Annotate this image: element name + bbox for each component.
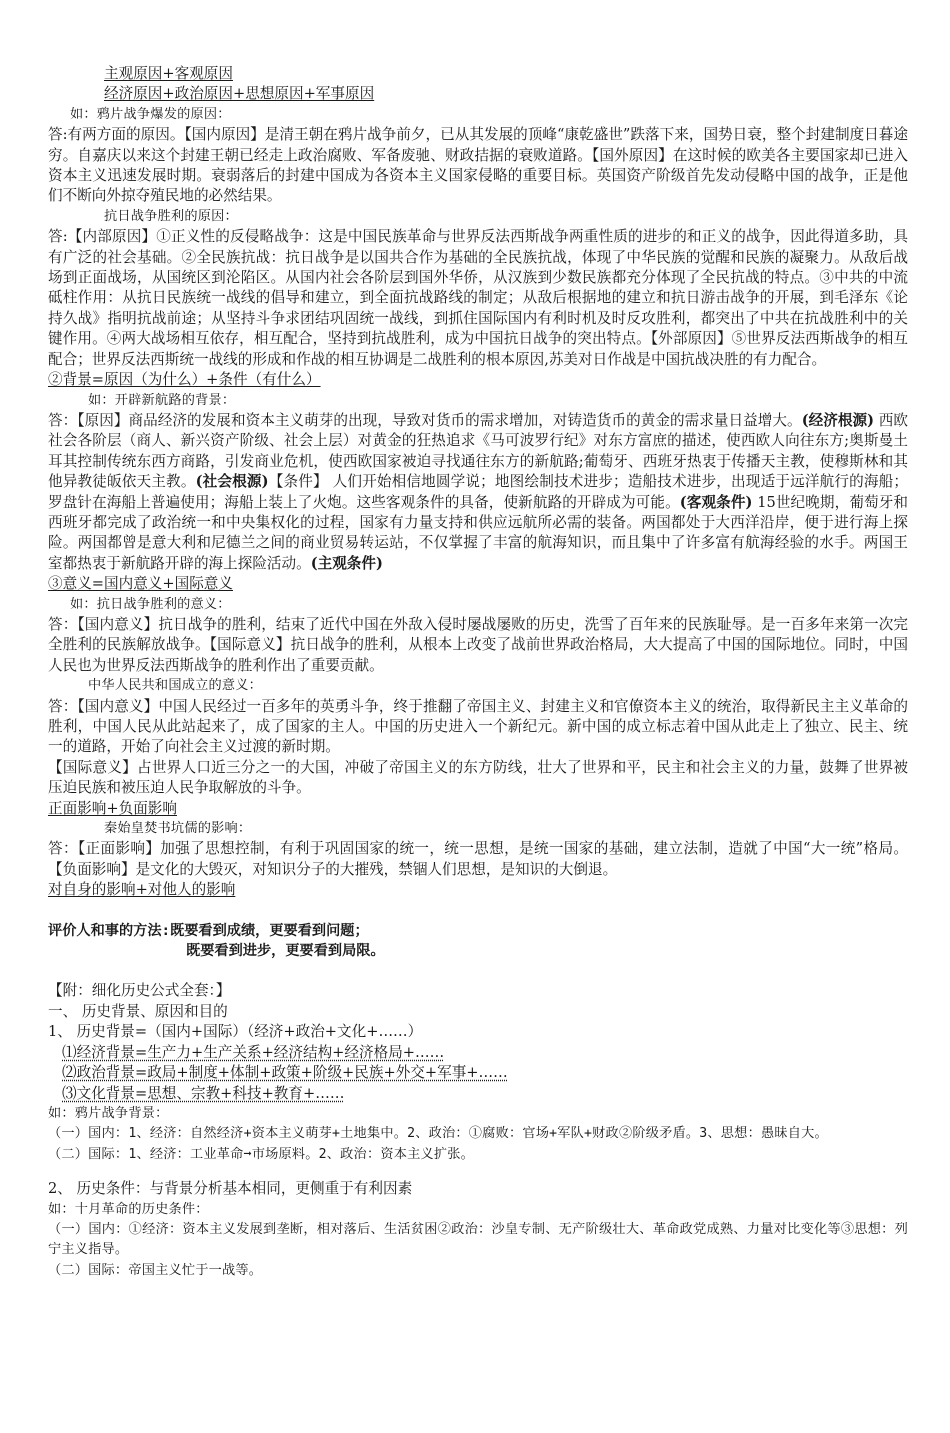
answer-war-victory: 答:【内部原因】①正义性的反侵略战争：这是中国民族革命与世界反法西斯战争两重性质的进步的和正义的战争，因此得道多助，具有广泛的社会基础。②全民族抗战：抗日战争是以国共合作为基础的全民族抗战，体现了中华民族的觉醒和民族的凝聚力。从敌后战场到正面战场，从国统区到沦陷区。从国内社会各阶层到国外华侨，从汉族到少数民族都充分体现了全民抗战的特点。③中共的中流砥柱作用：从抗日民族统一战线的倡导和建立，到全面抗战路线的制定；从敌后根据地的建立和抗日游击战争的开展，到毛泽东《论持久战》指明抗战前途；从坚持斗争求团结巩固统一战线，到抓住国际国内有利时机及时反攻胜利，都突出了中共在抗战胜利中的关键作用。④两大战场相互依存，相互配合，坚持到抗战胜利，成为中国抗日战争的突出特点。【外部原因】⑤世界反法西斯战争的相互配合；世界反法西斯统一战线的形成和作战的相互协调是二战胜利的根本原因,苏美对日作战是中国抗战决胜的有力配合。 (48, 228, 908, 368)
formula-background (48, 370, 908, 390)
appendix-sub-economic (48, 1043, 908, 1063)
appendix-title: 【附：细化历史公式全套：】 (48, 982, 231, 1000)
tag-social-root: (社会根源) (195, 473, 269, 491)
appendix-item-1: 1、 历史背景=（国内+国际）（经济+政治+文化+……） (48, 1023, 423, 1041)
formula-self-other (48, 880, 908, 900)
appendix-example-heading-october: 如：十月革命的历史条件： (48, 1201, 209, 1217)
document-page (48, 64, 908, 1281)
example-heading-qin: 秦始皇焚书坑儒的影响： (104, 821, 252, 837)
appendix-item-2: 2、 历史条件：与背景分析基本相同，更侧重于有利因素 (48, 1180, 413, 1198)
answer-new-route-part4: 15世纪晚期，葡萄牙和西班牙都完成了政治统一和中央集权化的过程，国家有力量支持和供应远航所必需的装备。两国都处于大西洋沿岸，便于进行海上探险。两国都曾是意大利和尼德兰之间的商业贸易转运站，不仅掌握了丰富的航海知识，而且集中了许多富有航海经验的水手。两国王室都热衷于新航路开辟的海上探险活动。 (48, 493, 908, 572)
appendix-section-1: 一、 历史背景、原因和目的 (48, 1002, 228, 1020)
appendix-sub-cultural (48, 1084, 908, 1104)
answer-qin: 答：【正面影响】加强了思想控制，有利于巩固国家的统一，统一思想，是统一国家的基础，建立法制，造就了中国“大一统”格局。【负面影响】是文化的大毁灭，对知识分子的大摧残，禁锢人们思想，是知识的大倒退。 (48, 840, 908, 878)
formula-self-other-text: 对自身的影响+对他人的影响 (48, 881, 236, 899)
answer-war-significance: 答：【国内意义】抗日战争的胜利，结束了近代中国在外敌入侵时屡战屡败的历史，洗雪了百年来的民族耻辱。是一百多年来第一次完全胜利的民族解放战争。【国际意义】抗日战争的胜利，从根本上改变了战前世界政治格局，大大提高了中国的国际地位。同时，中国人民也为世界反法西斯战争的胜利作出了重要贡献。 (48, 615, 908, 674)
appendix-sub-political-text: ⑵政治背景=政局+制度+体制+政策+阶级+民族+外交+军事+…… (62, 1064, 508, 1082)
example-heading-opium-cause: 如：鸦片战争爆发的原因： (70, 106, 231, 122)
formula-influence-text: 正面影响+负面影响 (48, 799, 177, 817)
example-heading-war-significance: 如：抗日战争胜利的意义： (70, 596, 231, 612)
answer-opium-cause: 答:有两方面的原因。【国内原因】是清王朝在鸦片战争前夕，已从其发展的顶峰“康乾盛世”跌落下来，国势日衰，整个封建制度日暮途穷。自嘉庆以来这个封建王朝已经走上政治腐败、军备废驰、财政拮据的衰败道路。【国外原因】在这时候的欧美各主要国家却已进入资本主义迅速发展时期。衰弱落后的封建中国成为各资本主义国家侵略的重要目标。英国资产阶级首先发动侵略中国的战争，正是他们不断向外掠夺殖民地的必然结果。 (48, 126, 908, 205)
tag-subjective-condition: (主观条件) (310, 554, 383, 572)
tag-economic-root: (经济根源) (801, 411, 875, 429)
appendix-example-opium-domestic: （一）国内：1、经济：自然经济+资本主义萌芽+土地集中。2、政治：①腐败：官场+军队+财政②阶级矛盾。3、思想：愚昧自大。 (48, 1126, 828, 1142)
appendix-example-october-international: （二）国际：帝国主义忙于一战等。 (48, 1262, 263, 1278)
appendix-sub-cultural-text: ⑶文化背景=思想、宗教+科技+教育+…… (62, 1084, 345, 1102)
formula-significance-text: ③意义=国内意义+国际意义 (48, 575, 233, 593)
appendix-sub-economic-text: ⑴经济背景=生产力+生产关系+经济结构+经济格局+…… (62, 1043, 445, 1061)
answer-new-route-part2: 西欧社会各阶层（商人、新兴资产阶级、社会上层）对黄金的狂热追求《马可波罗行纪》对东方富庶的描述，使西欧人向往东方;奥斯曼土耳其控制传统东西方商路，引发商业危机，使西欧国家被迫寻找通往东方的新航路;葡萄牙、西班牙热衷于传播天主教，使穆斯林和其他异教徒皈依天主教。 (48, 411, 908, 491)
answer-prc-significance-domestic: 答：【国内意义】中国人民经过一百多年的英勇斗争，终于推翻了帝国主义、封建主义和官僚资本主义的统治，取得新民主主义革命的胜利，中国人民从此站起来了，成了国家的主人。中国的历史进入一个新纪元。新中国的成立标志着中国从此走上了独立、民主、统一的道路，开始了向社会主义过渡的新时期。 (48, 697, 908, 756)
appendix-example-opium-international: （二）国际：1、经济：工业革命➞市场原料。2、政治：资本主义扩张。 (48, 1146, 475, 1162)
example-heading-prc-significance: 中华人民共和国成立的意义： (88, 678, 263, 694)
evaluation-method-line1: 评价人和事的方法:既要看到成绩，更要看到问题； (48, 922, 369, 939)
formula-significance (48, 574, 908, 594)
formula-background-text: ②背景=原因（为什么）+条件（有什么） (48, 371, 321, 389)
answer-new-route (48, 411, 908, 574)
example-heading-new-route: 如：开辟新航路的背景： (88, 392, 236, 408)
answer-new-route-part1: 答：【原因】商品经济的发展和资本主义萌芽的出现，导致对货币的需求增加，对铸造货币的黄金的需求量日益增大。 (48, 411, 802, 429)
appendix-example-heading-opium: 如：鸦片战争背景： (48, 1105, 169, 1121)
answer-new-route-part3: 【条件】 人们开始相信地圆学说；地图绘制技术进步；造船技术进步，出现适于远洋航行的海船；罗盘针在海船上普遍使用；海船上装上了火炮。这些客观条件的具备，使新航路的开辟成为可能。 (48, 473, 908, 511)
formula-four-causes: 经济原因+政治原因+思想原因+军事原因 (104, 85, 375, 103)
formula-subjective-objective: 主观原因+客观原因 (104, 65, 233, 82)
appendix-example-october-domestic: （一）国内：①经济：资本主义发展到垄断，相对落后、生活贫困②政治：沙皇专制、无产阶级壮大、革命政党成熟、力量对比变化等③思想：列宁主义指导。 (48, 1221, 908, 1258)
evaluation-method-line2: 既要看到进步，更要看到局限。 (186, 943, 385, 960)
tag-objective-condition: (客观条件) (679, 493, 753, 511)
formula-influence (48, 799, 908, 819)
example-heading-war-victory: 抗日战争胜利的原因： (104, 208, 238, 224)
appendix-sub-political (48, 1063, 908, 1083)
answer-prc-significance-international: 【国际意义】占世界人口近三分之一的大国，冲破了帝国主义的东方防线，壮大了世界和平，民主和社会主义的力量，鼓舞了世界被压迫民族和被压迫人民争取解放的斗争。 (48, 758, 908, 797)
